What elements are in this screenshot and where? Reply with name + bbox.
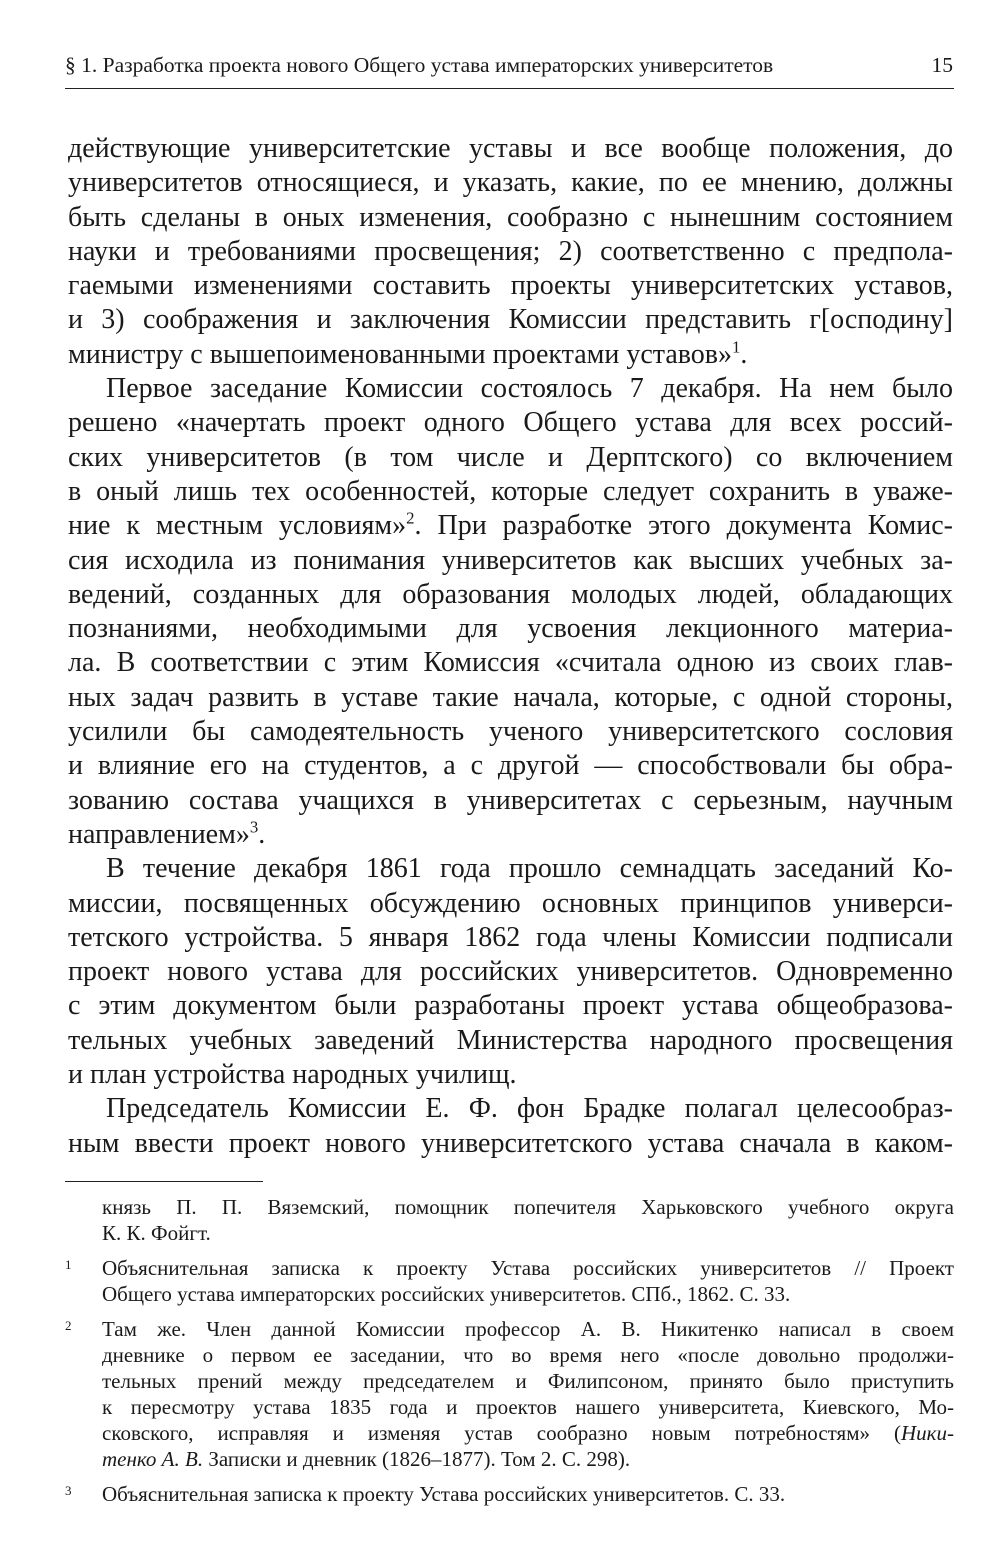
footnote-separator <box>65 1181 263 1182</box>
text-line: тетского устройства. 5 января 1862 года члены Комиссии подписали <box>68 921 953 953</box>
footnote-line: князь П. П. Вяземский, помощник попечителя Харьковского учебного округа <box>102 1195 954 1219</box>
main-text <box>68 132 953 1161</box>
text-line: В течение декабря 1861 года прошло семнадцать заседаний Ко- <box>106 853 953 885</box>
footnote-line: дневнике о первом ее заседании, что во время него «после довольно продолжи- <box>102 1343 954 1367</box>
header-rule <box>65 88 954 89</box>
text-line: ведений, созданных для образования молодых людей, обладающих <box>68 578 953 610</box>
text-line: ных задач развить в уставе такие начала, которые, с одной стороны, <box>68 681 953 713</box>
footnote-1 <box>65 1255 954 1307</box>
paragraph <box>68 852 953 1092</box>
footnote-3 <box>65 1481 954 1507</box>
text-line: ских университетов (в том числе и Дерптского) со включением <box>68 441 953 473</box>
text-line: познаниями, необходимыми для усвоения лекционного материа- <box>68 613 953 645</box>
citation-rest: Записки и дневник (1826–1877). Том 2. С. 298). <box>203 1447 631 1471</box>
footnote-2 <box>65 1316 954 1472</box>
text-line: миссии, посвященных обсуждению основных принципов универси- <box>68 887 953 919</box>
text-line: Председатель Комиссии Е. Ф. фон Брадке полагал целесообраз- <box>106 1093 953 1125</box>
text-line: тельных учебных заведений Министерства народного просвещения <box>68 1024 953 1056</box>
footnote-line: Общего устава императорских российских университетов. СПб., 1862. С. 33. <box>102 1282 791 1306</box>
footnote-line <box>102 1446 954 1472</box>
paragraph <box>68 132 953 372</box>
text-line: ла. В соответствии с этим Комиссия «считала одною из своих глав- <box>68 647 953 679</box>
text-line: университетов относящиеся, и указать, какие, по ее мнению, должны <box>68 167 953 199</box>
footnotes <box>65 1194 954 1516</box>
text-line: сия исходила из понимания университетов как высших учебных за- <box>68 544 953 576</box>
text-line: усилили бы самодеятельность ученого университетского сословия <box>68 716 953 748</box>
text-line: министру с вышепоименованными проектами уставов»$^1$. <box>68 337 748 370</box>
footnote-line: Там же. Член данной Комиссии профессор А. В. Никитенко написал в своем <box>102 1317 954 1341</box>
text-line: и 3) соображения и заключения Комиссии представить г[осподину] <box>68 304 953 336</box>
footnote-line: к пересмотру устава 1835 года и проектов нашего университета, Киевского, Мо- <box>102 1395 954 1419</box>
footnote-mark: 3 <box>65 1483 72 1498</box>
footnote-mark: 1 <box>65 1257 72 1272</box>
footnote-continuation <box>65 1194 954 1246</box>
text-line: гаемыми изменениями составить проекты университетских уставов, <box>68 270 953 302</box>
page-number: 15 <box>931 53 953 77</box>
text-line: действующие университетские уставы и все вообще положения, до <box>68 133 953 164</box>
text-line: быть сделаны в оных изменения, сообразно с нынешним состоянием <box>68 201 953 233</box>
text-line: зованию состава учащихся в университетах с серьезным, научным <box>68 784 953 816</box>
text-line: Первое заседание Комиссии состоялось 7 декабря. На нем было <box>106 373 953 405</box>
text-line: решено «начертать проект одного Общего устава для всех россий- <box>68 407 953 439</box>
text-line: направлением»$^3$. <box>68 817 266 850</box>
footnote-line: К. К. Фойгт. <box>102 1221 211 1245</box>
footnote-mark: 2 <box>65 1318 72 1333</box>
author-name: Ники- <box>901 1421 954 1445</box>
paragraph <box>68 1092 953 1161</box>
text-line: с этим документом были разработаны проект устава общеобразова- <box>68 990 953 1022</box>
running-title: § 1. Разработка проекта нового Общего устава императорских университетов <box>65 53 774 77</box>
footnote-line: сковского, исправляя и изменяя устав сообразно новым потребностям» (Ники- <box>102 1421 954 1445</box>
footnote-line: Объяснительная записка к проекту Устава российских университетов. С. 33. <box>102 1482 786 1506</box>
author-name: тенко А. В. <box>102 1447 204 1471</box>
footnote-ref[interactable]: 2 <box>406 508 415 528</box>
running-header <box>65 50 955 80</box>
text-line: науки и требованиями просвещения; 2) соответственно с предпола- <box>68 235 953 267</box>
paragraph <box>68 372 953 852</box>
footnote-ref[interactable]: 3 <box>249 817 259 837</box>
footnote-line: тельных прений между председателем и Филипсоном, принято было приступить <box>102 1369 954 1393</box>
text-line: и влияние его на студентов, а с другой — способствовали бы обра- <box>68 750 953 782</box>
text-line: ние к местным условиям»$^2$. При разработке этого документа Комис- <box>68 508 953 542</box>
text-line: проект нового устава для российских университетов. Одновременно <box>68 956 953 988</box>
text-line: в оный лишь тех особенностей, которые следует сохранить в уваже- <box>68 475 953 507</box>
text-line: и план устройства народных училищ. <box>68 1059 517 1091</box>
footnote-ref[interactable]: 1 <box>732 337 741 357</box>
text-line: ным ввести проект нового университетского устава сначала в каком- <box>68 1127 953 1159</box>
footnote-line: Объяснительная записка к проекту Устава российских университетов // Проект <box>102 1256 954 1280</box>
